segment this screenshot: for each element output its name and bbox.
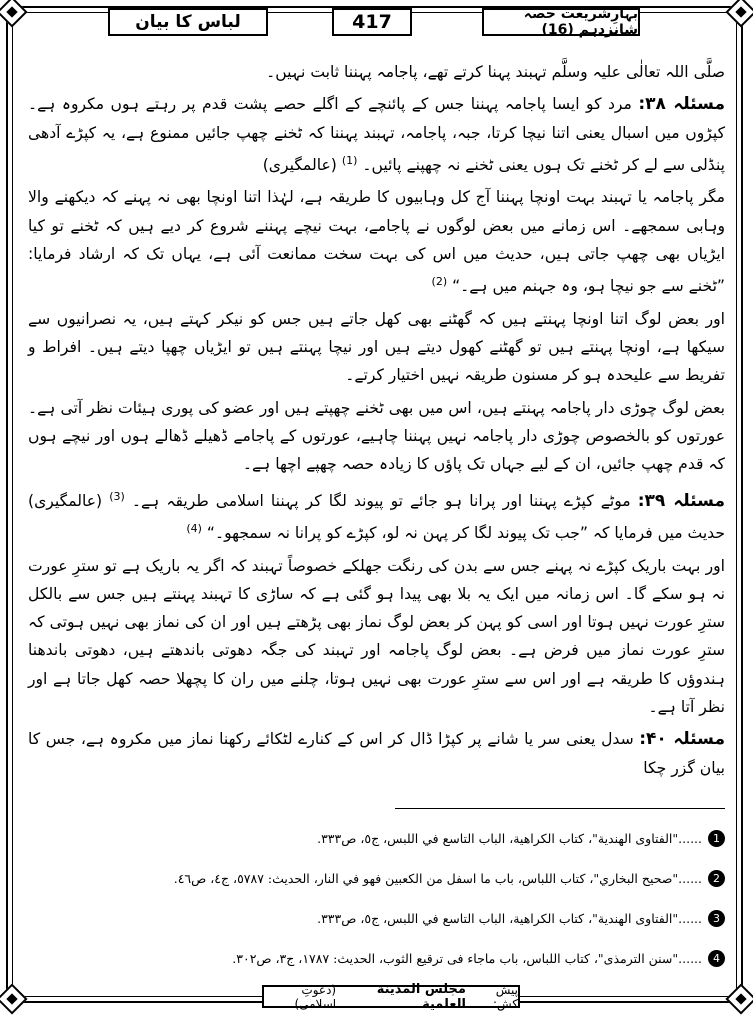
masla-39 [28, 483, 725, 548]
footnote-number: 4 [708, 950, 725, 967]
masla-label: مسئلہ ۳۸: [638, 94, 725, 115]
masla-label: مسئلہ ۴۰: [639, 729, 725, 750]
paragraph [28, 394, 725, 479]
page-body [28, 58, 725, 786]
publisher-footer [262, 981, 520, 1012]
paragraph [28, 183, 725, 300]
footnote-ref: (2) [431, 275, 448, 289]
publisher-name: مجلس المدينة العلمية [376, 981, 466, 1012]
paragraph-text: صلَّی اللہ تعالٰی علیہ وسلَّم تہبند پہنا کرتے تھے، پاجامہ پہننا ثابت نہیں۔ [266, 63, 725, 81]
footnote-ref: (1) [341, 153, 358, 167]
source-citation: (عالمگیری) [262, 156, 337, 175]
paragraph-text: بعض لوگ چوڑی دار پاجامہ پہنتے ہیں، اس میں بھی ٹخنے چھپتے ہیں اور عضو کی پوری ہیئات نظر آتی ہے۔ عورتوں کو بالخصوص چوڑی دار پاجامہ نہیں پہننا چاہیے، عورتوں کے پاجامے ڈھیلے ڈھالے ہوں اور نیچے ہوں کہ قدم چھپ جائیں، ان کے لیے جہاں تک پاؤں کا زیادہ حصہ چھپے اچھا ہے۔ [28, 398, 725, 474]
masla-text: سدل یعنی سر یا شانے پر کپڑا ڈال کر اس کے کنارے لٹکائے رکھنا نماز میں مکروہ ہے، جس کا بیان گزر چکا [28, 730, 725, 777]
footnote-ref: (4) [186, 522, 202, 536]
footnote-text: ......"سنن الترمذى"، كتاب اللباس، باب ماجاء فى ترقيع الثوب، الحديث: ١٧٨٧، ج٣، ص٣٠٢. [232, 950, 702, 966]
footer-prefix: پیش کش: [492, 982, 518, 1011]
footer-suffix: (دعوتِ اسلامی) [294, 982, 337, 1011]
book-title: بہارِشریعت حصہ شانزدہم (16) [482, 8, 640, 36]
page-number: 417 [332, 8, 412, 36]
footnote-number: 2 [708, 870, 725, 887]
footnote-text: ......"صحيح البخاري"، كتاب اللباس، باب ما اسفل من الكعبين فهو في النار، الحديث: ٥٧٨٧، ج٤، ص٤٦. [173, 870, 702, 886]
footnote [28, 898, 725, 938]
footnote [28, 938, 725, 978]
masla-text: حدیث میں فرمایا کہ ”جب تک پیوند لگا کر پہن نہ لو، کپڑے کو پرانا نہ سمجھو۔“ [206, 524, 725, 543]
footnote [28, 818, 725, 858]
footnote [28, 858, 725, 898]
masla-40 [28, 725, 725, 782]
footnote-ref: (3) [109, 489, 125, 503]
masla-38 [28, 90, 725, 179]
masla-text: موٹے کپڑے پہننا اور پرانا ہو جائے تو پیوند لگا کر پہننا اسلامی طریقہ ہے۔ [131, 491, 631, 510]
footnotes [28, 818, 725, 978]
chapter-title: لباس کا بیان [108, 8, 268, 36]
footnote-number: 3 [708, 910, 725, 927]
masla-text: مرد کو ایسا پاجامہ پہننا جس کے پائنچے کے اگلے حصے پشت قدم پر رہتے ہوں مکروہ ہے۔ کپڑوں میں اسبال یعنی اتنا نیچا کرتا، جبہ، پاجامہ، تہبند پہننا کہ ٹخنے چھپ جائیں ممنوع ہے، یہ کپڑے آدھی پنڈلی سے لے کر ٹخنے تک ہوں یعنی ٹخنے نہ چھپنے پائیں۔ [28, 95, 725, 175]
footnote-number: 1 [708, 830, 725, 847]
footnote-divider [395, 808, 725, 809]
paragraph-text: مگر پاجامہ یا تہبند بہت اونچا پہننا آج کل وہابیوں کا طریقہ ہے، لہٰذا اتنا اونچا بھی نہ پہنے کہ دیکھنے والا وہابی سمجھے۔ اس زمانے میں بعض لوگوں نے پاجامے، بہت نیچے پہننے شروع کر دیے ہیں کہ ٹخنے تو کیا ایڑیاں بھی چھپ جاتی ہیں، حدیث میں اس کی بہت سخت ممانعت آئی ہے، یہاں تک کہ ارشاد فرمایا: ”ٹخنے سے جو نیچا ہو، وہ جہنم میں ہے۔“ [28, 188, 725, 296]
paragraph [28, 305, 725, 390]
footnote-text: ......"الفتاوى الهندية"، كتاب الكراهية، الباب التاسع في اللبس، ج٥، ص٣٣٣. [317, 830, 702, 846]
footnote-text: ......"الفتاوى الهندية"، كتاب الكراهية، الباب التاسع في اللبس، ج٥، ص٣٣٣. [317, 910, 702, 926]
paragraph-text: اور بہت باریک کپڑے نہ پہنے جس سے بدن کی رنگت جھلکے خصوصاً تہبند کہ اگر یہ باریک ہے تو سترِ عورت نہ ہو سکے گا۔ اس زمانہ میں ایک یہ بلا بھی پیدا ہو گئی ہے کہ ساڑی کا تہبند پہنتے ہیں جس سے بالکل سترِ عورت نہیں ہوتا اور اسی کو پہن کر بعض لوگ نماز بھی پڑھتے ہیں اور ان کی نماز بھی نہیں ہوتی کہ سترِ عورت نماز میں فرض ہے۔ بعض لوگ پاجامہ اور تہبند کی جگہ دھوتی باندھتے ہیں، دھوتی باندھنا ہندوؤں کا طریقہ ہے اور اس سے سترِ عورت بھی نہیں ہوتا، چلنے میں ران کا پچھلا حصہ کھل جاتا ہے اور نظر آتا ہے۔ [28, 556, 725, 716]
paragraph [28, 58, 725, 86]
source-citation: (عالمگیری) [28, 491, 103, 510]
paragraph-text: اور بعض لوگ اتنا اونچا پہنتے ہیں کہ گھٹنے بھی کھل جاتے ہیں جس کو نیکر کہتے ہیں، یہ نصرانیوں سے سیکھا ہے، اونچا پہنتے ہیں تو گھٹنے کھول دیتے ہیں اور نیچا پہنتے ہیں تو ایڑیاں چھپا دیتے ہیں۔ افراط و تفریط سے علیحدہ ہو کر مسنون طریقہ نہیں اختیار کرتے۔ [28, 309, 725, 385]
paragraph [28, 552, 725, 722]
masla-label: مسئلہ ۳۹: [637, 490, 726, 511]
